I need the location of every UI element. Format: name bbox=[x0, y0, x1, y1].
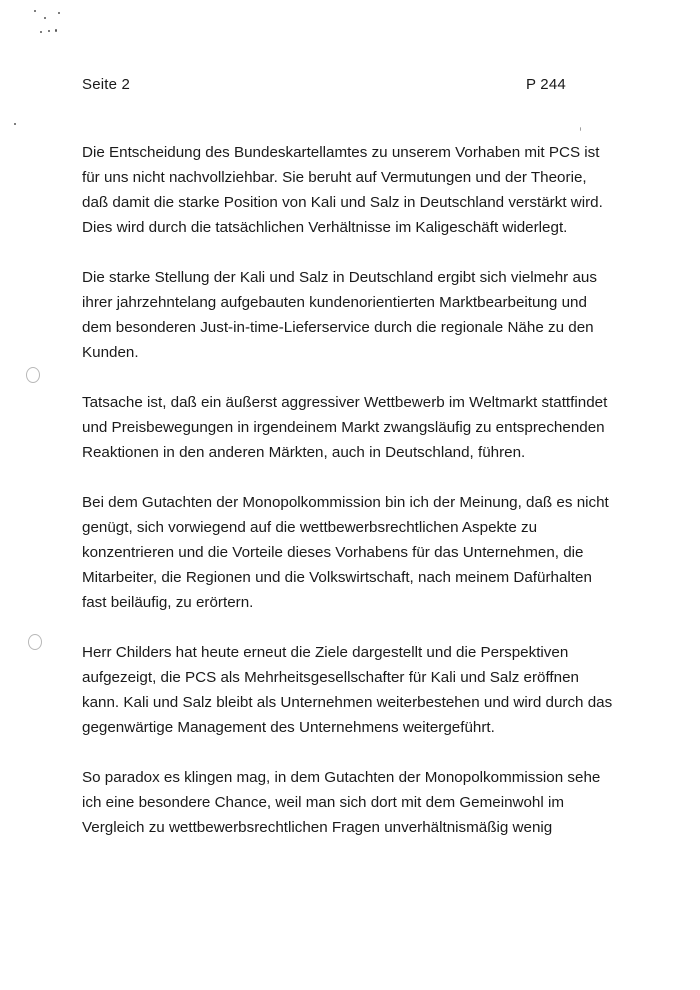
text-line: Dies wird durch die tatsächlichen Verhältnisse im Kaligeschäft widerlegt. bbox=[82, 219, 568, 236]
scan-speck bbox=[40, 31, 42, 33]
page-reference-code: P 244 bbox=[526, 76, 566, 93]
text-line: für uns nicht nachvollziehbar. Sie beruht auf Vermutungen und der Theorie, bbox=[82, 169, 587, 186]
text-line: Vergleich zu wettbewerbsrechtlichen Fragen unverhältnismäßig wenig bbox=[82, 819, 553, 836]
paragraph bbox=[82, 490, 642, 615]
text-line: aufgezeigt, die PCS als Mehrheitsgesellschafter für Kali und Salz eröffnen bbox=[82, 669, 579, 686]
text-line: Herr Childers hat heute erneut die Ziele dargestellt und die Perspektiven bbox=[82, 644, 569, 661]
text-line: Die Entscheidung des Bundeskartellamtes zu unserem Vorhaben mit PCS ist bbox=[82, 144, 600, 161]
text-line: konzentrieren und die Vorteile dieses Vorhabens für das Unternehmen, die bbox=[82, 544, 584, 561]
scan-speck bbox=[44, 17, 46, 19]
text-line: und Preisbewegungen in irgendeinem Markt zwangsläufig zu entsprechenden bbox=[82, 419, 605, 436]
text-line: Die starke Stellung der Kali und Salz in Deutschland ergibt sich vielmehr aus bbox=[82, 269, 597, 286]
scan-speck bbox=[48, 30, 50, 32]
text-line: So paradox es klingen mag, in dem Gutachten der Monopolkommission sehe bbox=[82, 769, 601, 786]
text-line: ihrer jahrzehntelang aufgebauten kundenorientierten Marktbearbeitung und bbox=[82, 294, 587, 311]
text-line: Reaktionen in den anderen Märkten, auch in Deutschland, führen. bbox=[82, 444, 526, 461]
text-line: fast beiläufig, zu erörtern. bbox=[82, 594, 254, 611]
punch-hole bbox=[28, 634, 42, 650]
scan-speck bbox=[34, 10, 36, 12]
text-line: Mitarbeiter, die Regionen und die Volkswirtschaft, nach meinem Dafürhalten bbox=[82, 569, 592, 586]
text-line: gegenwärtige Management des Unternehmens weitergeführt. bbox=[82, 719, 495, 736]
scan-speck bbox=[580, 127, 581, 131]
text-line: Bei dem Gutachten der Monopolkommission bin ich der Meinung, daß es nicht bbox=[82, 494, 609, 511]
text-line: kann. Kali und Salz bleibt als Unternehmen weiterbestehen und wird durch das bbox=[82, 694, 613, 711]
scan-speck bbox=[55, 29, 57, 32]
text-line: daß damit die starke Position von Kali und Salz in Deutschland verstärkt wird. bbox=[82, 194, 603, 211]
text-line: genügt, sich vorwiegend auf die wettbewerbsrechtlichen Aspekte zu bbox=[82, 519, 538, 536]
text-line: Kunden. bbox=[82, 344, 139, 361]
paragraph bbox=[82, 390, 642, 465]
page-number-label: Seite 2 bbox=[82, 76, 131, 93]
letter-body bbox=[82, 140, 642, 865]
text-line: ich eine besondere Chance, weil man sich dort mit dem Gemeinwohl im bbox=[82, 794, 565, 811]
punch-hole bbox=[26, 367, 40, 383]
paragraph bbox=[82, 140, 642, 240]
scan-speck bbox=[14, 123, 16, 125]
paragraph bbox=[82, 640, 642, 740]
text-line: dem besonderen Just-in-time-Lieferservice durch die regionale Nähe zu den bbox=[82, 319, 594, 336]
text-line: Tatsache ist, daß ein äußerst aggressiver Wettbewerb im Weltmarkt stattfindet bbox=[82, 394, 608, 411]
scan-speck bbox=[58, 12, 60, 14]
paragraph bbox=[82, 265, 642, 365]
paragraph bbox=[82, 765, 642, 840]
